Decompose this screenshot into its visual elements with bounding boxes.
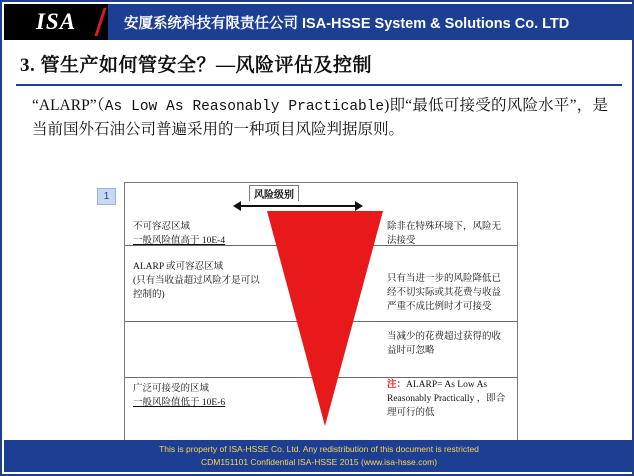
body-text-part1: “ALARP”（ [32, 97, 105, 114]
footnote-text: ALARP= As Low As Reasonably Practically ，即合理可行的低 [387, 380, 506, 418]
title-divider [16, 84, 622, 86]
left-zone-1-title: 不可容忍区域 [133, 222, 191, 232]
diagram-footnote [387, 379, 511, 420]
page-title: 3. 管生产如何管安全？—风险评估及控制 [20, 55, 373, 76]
alarp-diagram [124, 182, 518, 446]
body-text-mono: As Low As Reasonably Practicable [104, 99, 385, 115]
risk-level-arrow [233, 201, 363, 211]
logo-slash-icon [94, 8, 106, 36]
right-zone-2-label: 只有当进一步的风险降低已经不切实际或其花费与收益严重不成比例时才可接受 [387, 274, 502, 312]
right-zone-1-label: 除非在特殊环境下，风险无法接受 [387, 222, 502, 246]
footer-line-2: CDM151101 Confidential ISA-HSSE 2015 (www.isa-hsse.com) [200, 457, 438, 468]
body-paragraph [32, 94, 608, 142]
inverted-triangle-shape [267, 211, 383, 426]
left-zone-2-title: ALARP 或可容忍区域 [133, 262, 224, 272]
left-zone-1-label [133, 221, 261, 249]
slide-header [4, 4, 634, 40]
slide-footer [4, 440, 634, 472]
footer-line-1: This is property of ISA-HSSE Co. Ltd. Any redistribution of this document is restricted [159, 444, 479, 454]
arrow-right-icon [355, 201, 363, 211]
left-zone-3-label [133, 383, 261, 411]
company-logo [4, 4, 108, 40]
page-number-badge: 1 [97, 188, 116, 205]
left-zone-1-detail: 一般风险值高于 10E-4 [133, 235, 226, 246]
risk-level-label: 风险级别 [249, 185, 299, 201]
right-zone-3-label: 当减少的花费超过获得的收益时可忽略 [387, 332, 502, 356]
left-zone-2-label [133, 261, 261, 302]
body-text-part2: )即“最低可接受的风险水平”，是当前国外石油公司普遍采用的一种项目风险判据原则。 [32, 97, 608, 139]
left-zone-2-detail: (只有当收益超过风险才是可以控制的) [133, 275, 260, 300]
left-zone-3-detail: 一般风险值低于 10E-6 [133, 397, 226, 408]
arrow-line [239, 205, 357, 207]
footnote-marker: 注： [387, 380, 407, 390]
logo-text: ISA [35, 9, 77, 34]
left-zone-3-title: 广泛可接受的区域 [133, 384, 210, 394]
header-company-title: 安厦系统科技有限责任公司 ISA-HSSE System & Solutions Co. LTD [124, 15, 570, 32]
